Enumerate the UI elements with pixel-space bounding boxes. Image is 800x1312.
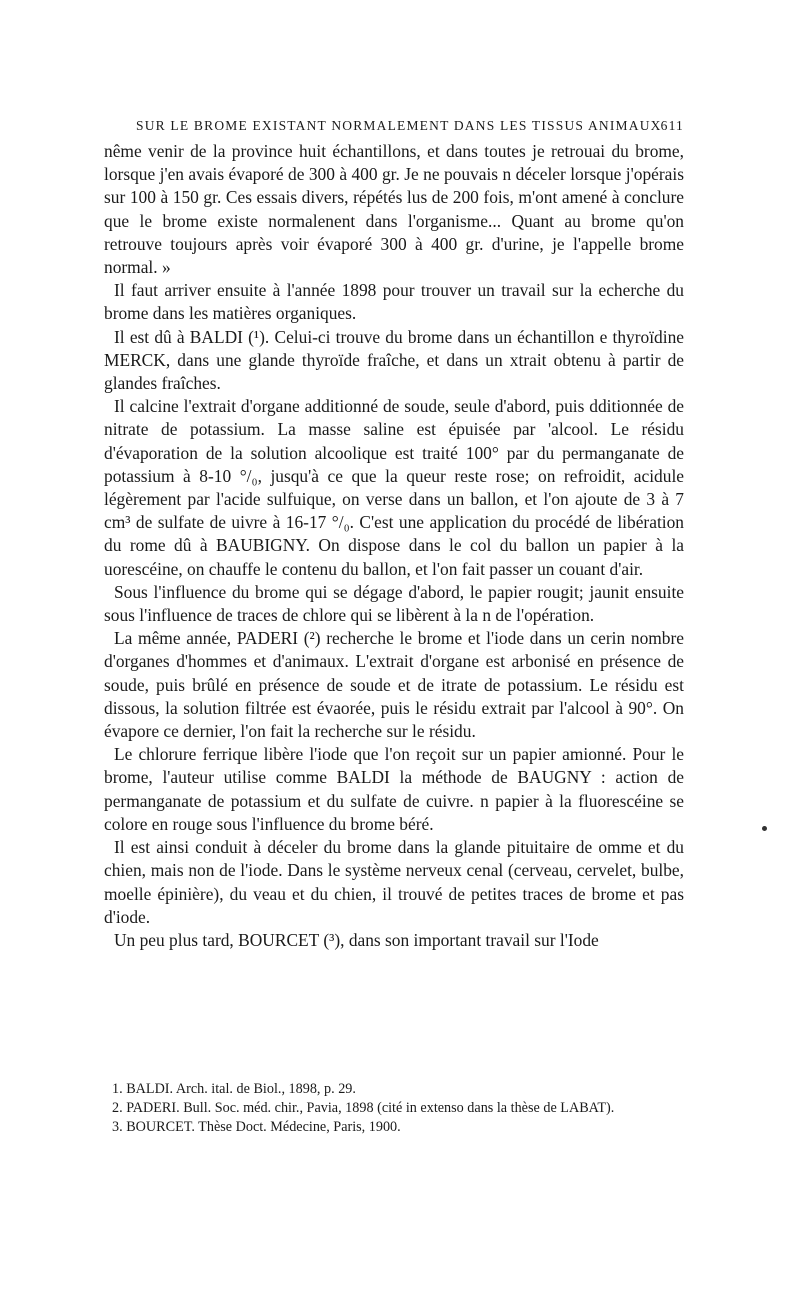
running-title: SUR LE BROME EXISTANT NORMALEMENT DANS LES TISSUS ANIMAUX [136, 118, 662, 133]
paragraph: Sous l'influence du brome qui se dégage d'abord, le papier rougit; jaunit ensuite sous l'influence de traces de chlore qui se libèrent à la n de l'opération. [104, 581, 684, 626]
page-number: 611 [660, 118, 684, 133]
paragraph: Il est dû à BALDI (¹). Celui-ci trouve du brome dans un échantillon e thyroïdine MERCK, dans une glande thyroïde fraîche, et dans un xtrait obtenu à partir de glandes fraîches. [104, 326, 684, 394]
paragraph: Il calcine l'extrait d'organe additionné de soude, seule d'abord, puis dditionnée de nitrate de potassium. La masse saline est épuisée par 'alcool. Le résidu d'évaporation de la solution alcoolique est traité 100° par du permanganate de potassium à 8-10 °/₀, jusqu'à ce que la queur reste rose; on refroidit, acidule légèrement par l'acide sulfuique, on verse dans un ballon, et l'on ajoute de 3 à 7 cm³ de sulfate de uivre à 16-17 °/₀. C'est une application du procédé de libération du rome dû à BAUBIGNY. On dispose dans le col du ballon un papier à la uorescéine, on chauffe le contenu du ballon, et l'on fait passer un couant d'air. [104, 396, 684, 579]
margin-speck [762, 826, 767, 831]
footnote: 3. BOURCET. Thèse Doct. Médecine, Paris, 1900. [112, 1119, 401, 1135]
body-text [104, 140, 684, 952]
footnotes [106, 1080, 684, 1137]
paragraph: nême venir de la province huit échantillons, et dans toutes je retrouai du brome, lorsque j'en avais évaporé de 300 à 400 gr. Je ne pouvais n déceler lorsque j'opérais sur 100 à 150 gr. Ces essais divers, répétés lus de 200 fois, m'ont amené à conclure que le brome existe normalenent dans l'organisme... Quant au brome qu'on retrouve toujours après voir évaporé 300 à 400 gr. d'urine, je l'appelle brome normal. » [104, 141, 684, 278]
paragraph: Il faut arriver ensuite à l'année 1898 pour trouver un travail sur la echerche du brome dans les matières organiques. [104, 280, 684, 324]
paragraph: La même année, PADERI (²) recherche le brome et l'iode dans un cerin nombre d'organes d'hommes et d'animaux. L'extrait d'organe est arbonisé en présence de soude, puis brûlé en présence de soude et de itrate de potassium. Le résidu est dissous, la solution filtrée est évaorée, puis le résidu extrait par l'alcool à 90°. On évapore ce dernier, l'on fait la recherche sur le résidu. [104, 628, 684, 742]
paragraph: Un peu plus tard, BOURCET (³), dans son important travail sur l'Iode [114, 929, 599, 950]
paragraph: Il est ainsi conduit à déceler du brome dans la glande pituitaire de omme et du chien, mais non de l'iode. Dans le système nerveux cenal (cerveau, cervelet, bulbe, moelle épinière), du veau et du chien, il trouvé de petites traces de brome et pas d'iode. [104, 837, 684, 927]
footnote: 1. BALDI. Arch. ital. de Biol., 1898, p. 29. [112, 1081, 356, 1097]
footnote: 2. PADERI. Bull. Soc. méd. chir., Pavia, 1898 (cité in extenso dans la thèse de LABAT). [112, 1100, 615, 1116]
paragraph: Le chlorure ferrique libère l'iode que l'on reçoit sur un papier amionné. Pour le brome, l'auteur utilise comme BALDI la méthode de BAUGNY : action de permanganate de potassium et du sulfate de cuivre. n papier à la fluorescéine se colore en rouge sous l'influence du brome béré. [104, 744, 684, 834]
